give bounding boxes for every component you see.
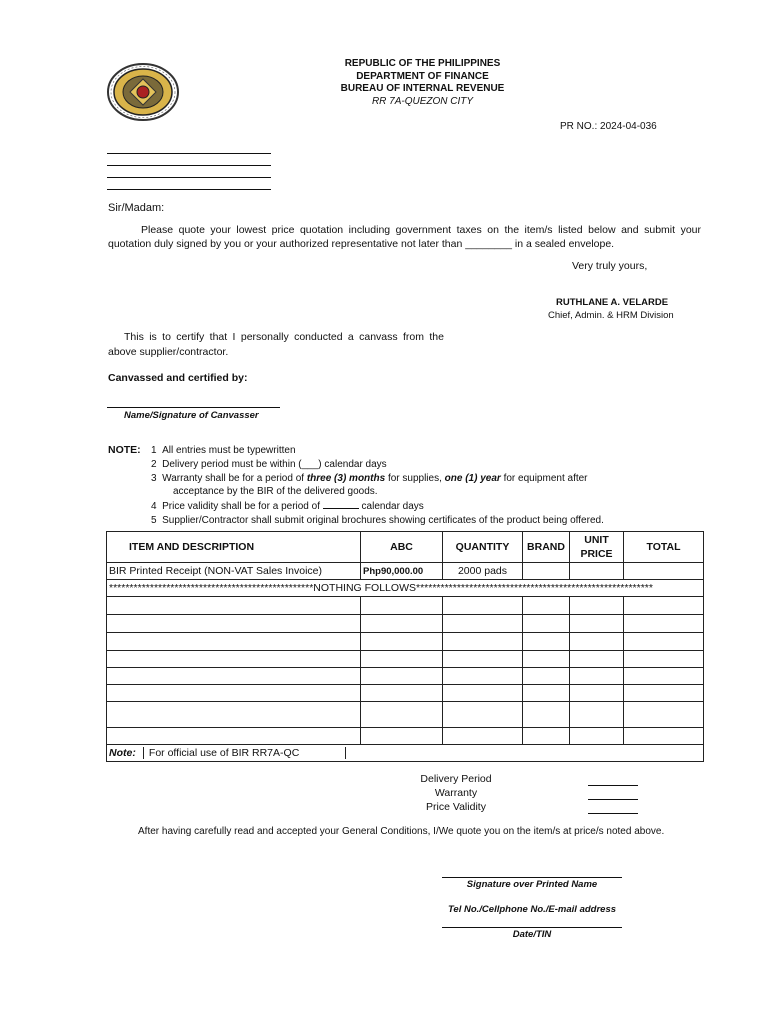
date-line: [442, 927, 622, 928]
price-validity-line: [588, 813, 638, 814]
nothing-follows-row: [107, 580, 704, 597]
items-table: [106, 531, 704, 762]
terms-block: [400, 772, 512, 814]
col-header-abc: ABC: [361, 532, 443, 563]
header-department: DEPARTMENT OF FINANCE: [356, 70, 489, 82]
address-line-1: [107, 153, 271, 154]
table-row: [107, 685, 704, 702]
note-item-5: 5 Supplier/Contractor shall submit original brochures showing certificates of the product being offered.: [151, 514, 604, 526]
official-note-label: Note:: [107, 747, 144, 759]
header-office: RR 7A-QUEZON CITY: [371, 95, 474, 107]
cell-total: [624, 563, 704, 580]
document-header: [300, 58, 545, 108]
price-validity-label: Price Validity: [426, 801, 486, 813]
canvasser-signature-line: [107, 407, 280, 408]
note-item-3: 3 Warranty shall be for a period of three (3) months for supplies, one (1) year for equipment after: [151, 472, 588, 484]
col-header-brand: BRAND: [523, 532, 570, 563]
table-row: [107, 597, 704, 615]
table-row: [107, 633, 704, 651]
official-note-row: [107, 745, 704, 762]
contact-label: Tel No./Cellphone No./E-mail address: [447, 904, 617, 915]
date-tin-label: Date/TIN: [512, 929, 552, 940]
table-row: [107, 728, 704, 745]
nothing-follows: **************************************************NOTHING FOLLOWS**********************************************************: [107, 580, 704, 597]
table-row: [107, 615, 704, 633]
col-header-item: ITEM AND DESCRIPTION: [107, 532, 361, 563]
acceptance-text: After having carefully read and accepted your General Conditions, I/We quote you on the item/s at price/s noted above.: [138, 826, 665, 837]
signatory-name: RUTHLANE A. VELARDE: [556, 297, 669, 308]
salutation: Sir/Madam:: [108, 202, 165, 214]
address-line-3: [107, 177, 271, 178]
signature-label: Signature over Printed Name: [466, 879, 598, 890]
bir-seal-logo: [106, 62, 180, 122]
note-item-4: 4 Price validity shall be for a period of calendar days: [151, 501, 424, 513]
table-row: [107, 651, 704, 668]
request-paragraph: Please quote your lowest price quotation including government taxes on the item/s listed below and submit your quotation duly signed by you or your authorized representative not later than ________ in a sealed envelope.: [108, 224, 701, 250]
col-header-total: TOTAL: [624, 532, 704, 563]
canvasser-label: Name/Signature of Canvasser: [124, 410, 259, 421]
note-item-1: 1 All entries must be typewritten: [151, 445, 296, 456]
delivery-period-label: Delivery Period: [420, 773, 492, 785]
canvassed-label: Canvassed and certified by:: [108, 372, 248, 384]
note-item-2: 2 Delivery period must be within (___) calendar days: [151, 458, 387, 470]
table-row: [107, 702, 704, 728]
notes-list: [151, 444, 604, 528]
col-header-quantity: QUANTITY: [443, 532, 523, 563]
warranty-line: [588, 799, 638, 800]
signatory-title: Chief, Admin. & HRM Division: [548, 310, 674, 321]
cell-quantity: 2000 pads: [443, 563, 523, 580]
header-republic: REPUBLIC OF THE PHILIPPINES: [344, 58, 501, 69]
address-line-2: [107, 165, 271, 166]
note-label: NOTE:: [108, 444, 141, 456]
signature-line: [442, 877, 622, 878]
official-note-text: For official use of BIR RR7A-QC: [147, 747, 346, 759]
pr-number: PR NO.: 2024-04-036: [560, 121, 657, 132]
cell-abc: Php90,000.00: [361, 563, 443, 580]
delivery-period-line: [588, 785, 638, 786]
cell-brand: [523, 563, 570, 580]
table-row: [107, 563, 704, 580]
cell-item: BIR Printed Receipt (NON-VAT Sales Invoice): [107, 563, 361, 580]
certify-paragraph: This is to certify that I personally conducted a canvass from the above supplier/contractor.: [108, 331, 444, 358]
closing: Very truly yours,: [572, 260, 648, 272]
note-item-3-cont: acceptance by the BIR of the delivered goods.: [173, 486, 378, 498]
cell-unit-price: [570, 563, 624, 580]
address-line-4: [107, 189, 271, 190]
col-header-unit-price: UNIT PRICE: [570, 532, 624, 563]
header-bureau: BUREAU OF INTERNAL REVENUE: [340, 83, 505, 94]
warranty-label: Warranty: [434, 787, 478, 799]
table-row: [107, 668, 704, 685]
